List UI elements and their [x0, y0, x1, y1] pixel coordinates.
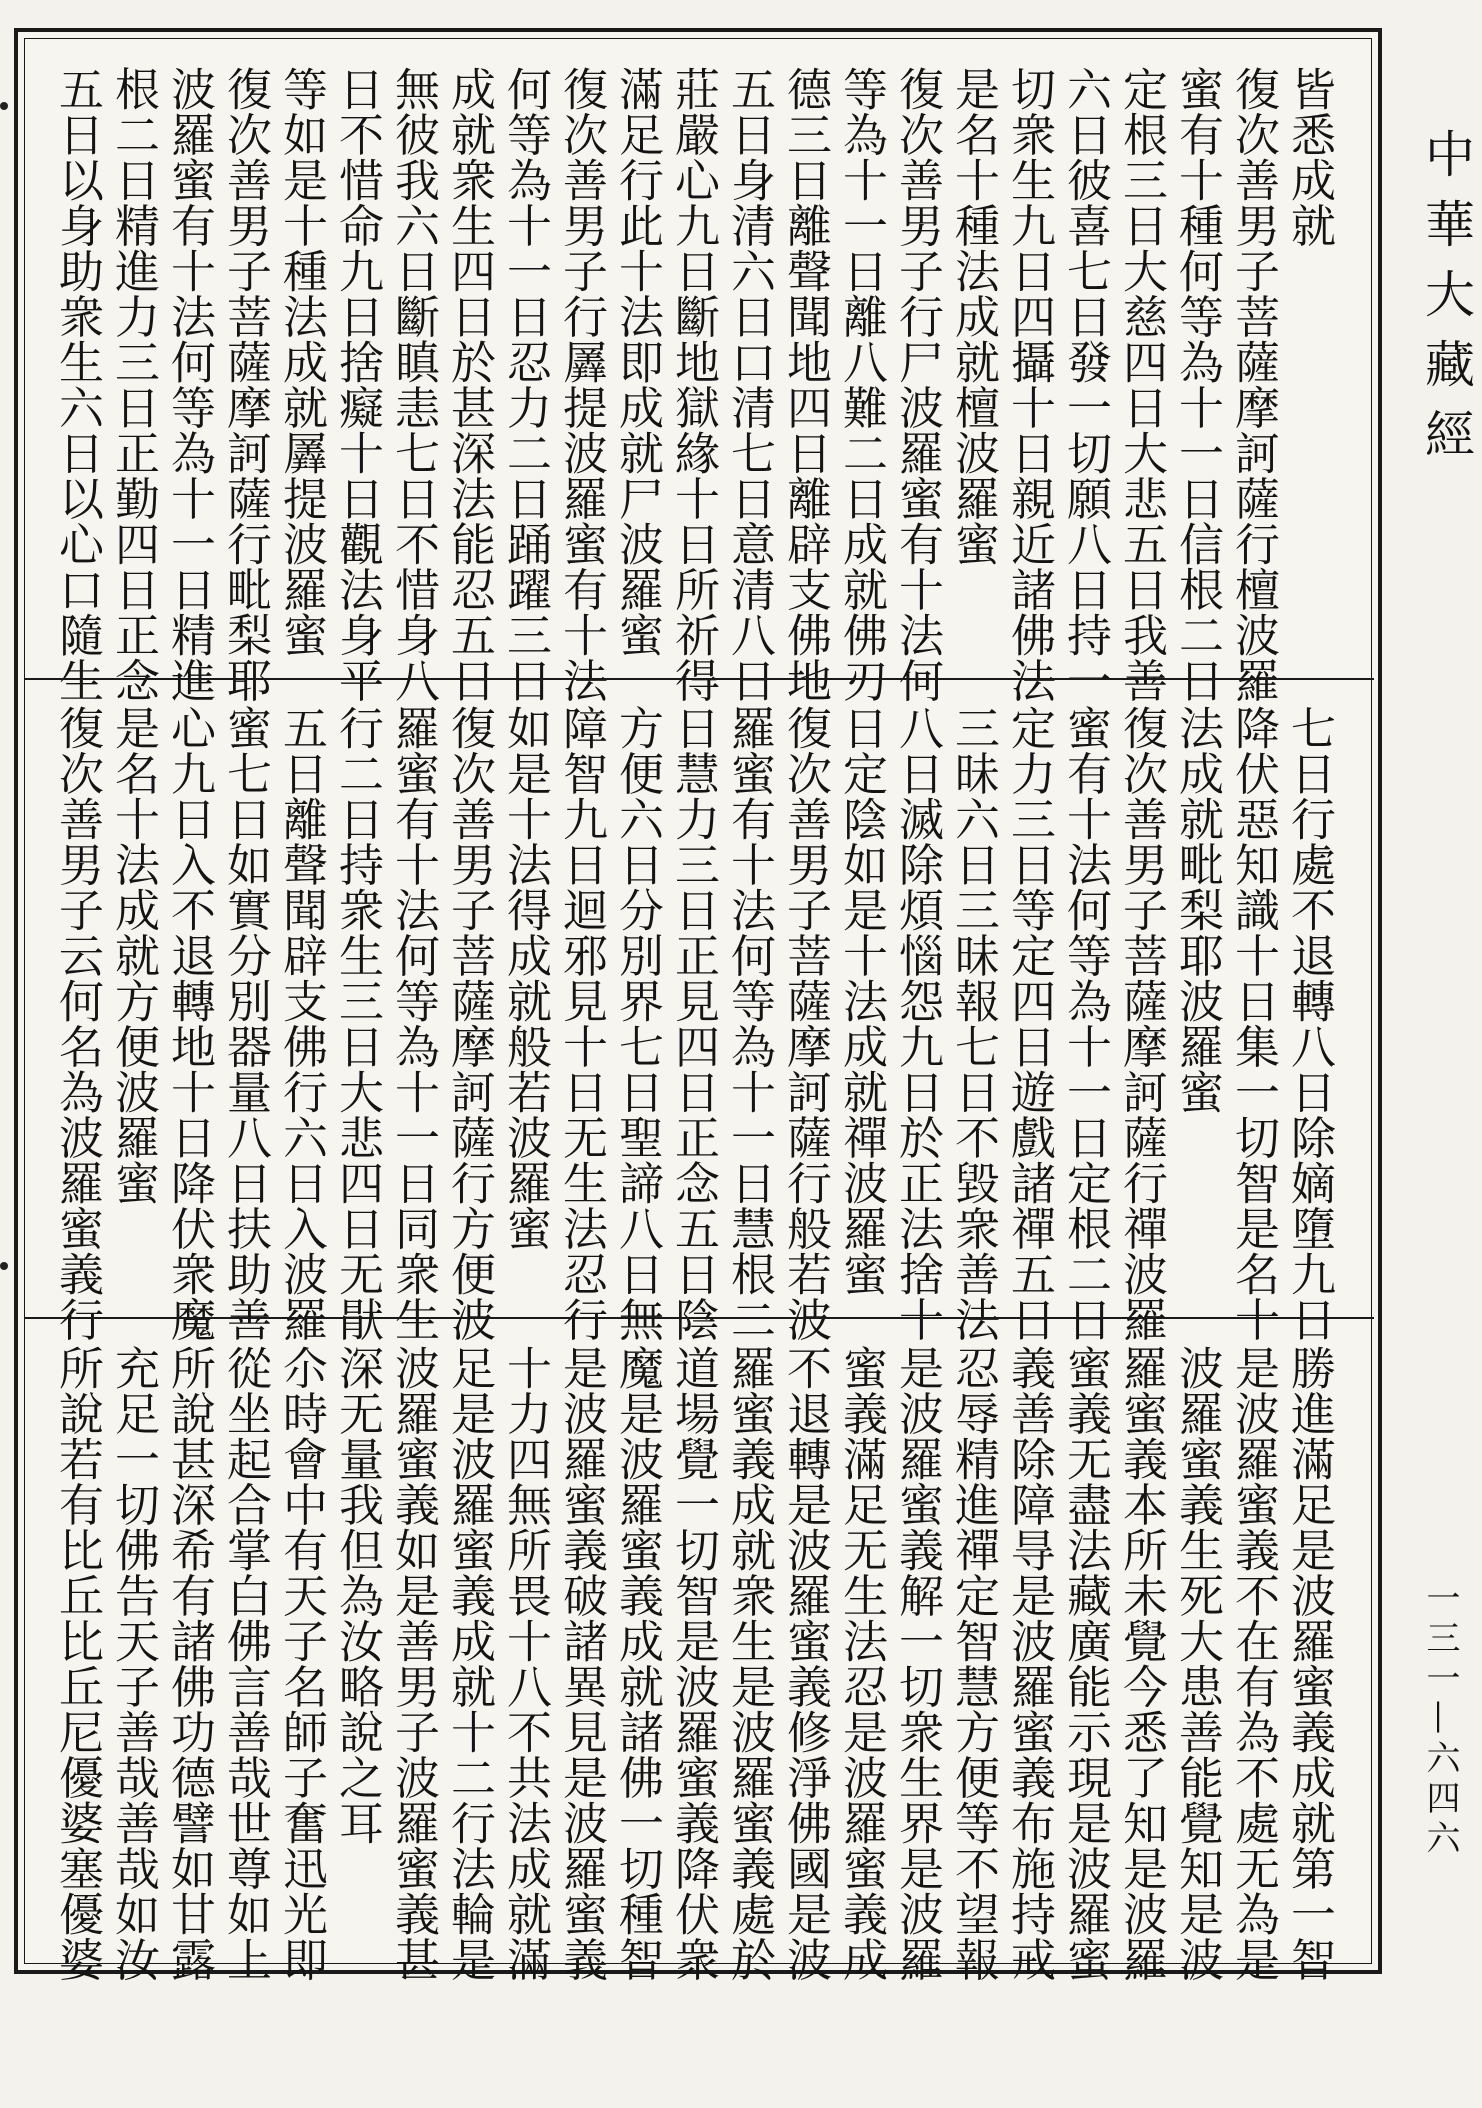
text-column: 三昧六日三昧報七日不毀衆善法: [947, 705, 1000, 1342]
text-column: 德三日離聲聞地四日離辟支佛地: [779, 66, 832, 703]
text-column: 勝進滿足是波羅蜜義成就第一智: [1283, 1345, 1336, 1982]
text-column: 波羅蜜義生死大患善能覺知是波: [1171, 1345, 1224, 1982]
text-column: 日慧力三日正見四日正念五日陰: [667, 705, 720, 1342]
text-column: 莊嚴心九日斷地獄緣十日所祈得: [667, 66, 720, 703]
text-column: 羅蜜義成就衆生是波羅蜜義處於: [723, 1345, 776, 1982]
text-column: 定力三日等定四日遊戲諸禪五日: [1003, 705, 1056, 1342]
text-column: 蜜有十種何等為十一日信根二日: [1171, 66, 1224, 703]
text-column: 羅蜜有十法何等為十一日慧根二: [723, 705, 776, 1342]
text-column: 復次善男子行尸波羅蜜有十法何: [891, 66, 944, 703]
text-column: 復次善男子菩薩摩訶薩行禪波羅: [1115, 705, 1168, 1342]
text-column: 皆悉成就: [1283, 66, 1336, 248]
text-column: 魔是波羅蜜義成就諸佛一切種智: [611, 1345, 664, 1982]
text-column: 復次善男子菩薩摩訶薩行毗梨耶: [219, 66, 272, 703]
binding-hole-mark: [0, 102, 8, 110]
text-column: 深无量我但為汝略說之耳: [331, 1345, 384, 1846]
text-register-top: [30, 44, 1374, 703]
text-column: 足是波羅蜜義成就十二行法輪是: [443, 1345, 496, 1982]
text-column: 成就衆生四日於甚深法能忍五日: [443, 66, 496, 703]
text-column: 是波羅蜜義不在有為不處无為是: [1227, 1345, 1280, 1982]
text-column: 復次善男子菩薩摩訶薩行檀波羅: [1227, 66, 1280, 703]
text-column: 忍辱精進禪定智慧方便等不望報: [947, 1345, 1000, 1982]
text-column: 定根三日大慈四日大悲五日我善: [1115, 66, 1168, 703]
text-column: 復次善男子行羼提波羅蜜有十法: [555, 66, 608, 703]
register-divider: [24, 1317, 1374, 1319]
text-column: 復次善男子菩薩摩訶薩行方便波: [443, 705, 496, 1342]
text-column: 何等為十一日忍力二日踊躍三日: [499, 66, 552, 703]
text-column: 所說若有比丘比丘尼優婆塞優婆: [51, 1345, 104, 1982]
text-column: 尒時會中有天子名師子奮迅光即: [275, 1345, 328, 1982]
text-column: 等為十一日離八難二日成就佛刃: [835, 66, 888, 703]
text-column: 是名十法成就方便波羅蜜: [107, 705, 160, 1206]
text-column: 復次善男子云何名為波羅蜜義行: [51, 705, 104, 1342]
collection-title: 中華大藏經: [1417, 128, 1475, 478]
text-column: 是波羅蜜義解一切衆生界是波羅: [891, 1345, 944, 1982]
text-register-bottom: [30, 1323, 1374, 1982]
text-column: 波羅蜜有十法何等為十一日精進: [163, 66, 216, 703]
text-column: 羅蜜義本所未覺今悉了知是波羅: [1115, 1345, 1168, 1982]
text-column: 蜜義无盡法藏廣能示現是波羅蜜: [1059, 1345, 1112, 1982]
binding-hole-mark: [0, 1262, 8, 1270]
text-column: 六日彼喜七日發一切願八日持一: [1059, 66, 1112, 703]
text-column: 方便六日分別界七日聖諦八日無: [611, 705, 664, 1342]
text-column: 五日以身助衆生六日以心口隨生: [51, 66, 104, 703]
text-column: 羅蜜有十法何等為十一日同衆生: [387, 705, 440, 1342]
text-column: 五日離聲聞辟支佛行六日入波羅: [275, 705, 328, 1342]
text-column: 七日行處不退轉八日除嫡墮九日: [1283, 705, 1336, 1342]
text-column: 無彼我六日斷瞋恚七日不惜身八: [387, 66, 440, 703]
text-column: 不退轉是波羅蜜義修淨佛國是波: [779, 1345, 832, 1982]
register-divider: [24, 678, 1374, 680]
text-column: 十力四無所畏十八不共法成就滿: [499, 1345, 552, 1982]
text-column: 行二日持衆生三日大悲四日无猒: [331, 705, 384, 1342]
register-columns: [51, 1345, 1336, 1982]
text-column: 義善除障㝵是波羅蜜義布施持戒: [1003, 1345, 1056, 1982]
text-column: 是名十種法成就檀波羅蜜: [947, 66, 1000, 567]
text-column: 根二日精進力三日正勤四日正念: [107, 66, 160, 703]
text-column: 從坐起合掌白佛言善哉世尊如上: [219, 1345, 272, 1982]
text-column: 滿足行此十法即成就尸波羅蜜: [611, 66, 664, 658]
text-column: 蜜七日如實分別器量八日扶助善: [219, 705, 272, 1342]
text-column: 心九日入不退轉地十日降伏衆魔: [163, 705, 216, 1342]
text-column: 蜜有十法何等為十一日定根二日: [1059, 705, 1112, 1342]
text-column: 日不惜命九日捨癡十日觀法身平: [331, 66, 384, 703]
text-column: 五日身清六日口清七日意清八日: [723, 66, 776, 703]
text-column: 所說甚深希有諸佛功德譬如甘露: [163, 1345, 216, 1982]
text-column: 蜜義滿足无生法忍是波羅蜜義成: [835, 1345, 888, 1982]
text-column: 波羅蜜義如是善男子波羅蜜義甚: [387, 1345, 440, 1982]
text-column: 降伏惡知識十日集一切智是名十: [1227, 705, 1280, 1342]
page-number: 一三一—六四六: [1420, 1580, 1460, 1860]
text-column: 日定陰如是十法成就禪波羅蜜: [835, 705, 888, 1297]
text-register-middle: [30, 683, 1374, 1342]
text-column: 法成就毗梨耶波羅蜜: [1171, 705, 1224, 1115]
text-column: 充足一切佛告天子善哉善哉如汝: [107, 1345, 160, 1982]
register-columns: [51, 705, 1336, 1342]
text-column: 切衆生九日四攝十日親近諸佛法: [1003, 66, 1056, 703]
register-columns: [51, 66, 1336, 703]
text-column: 道場覺一切智是波羅蜜義降伏衆: [667, 1345, 720, 1982]
text-column: 如是十法得成就般若波羅蜜: [499, 705, 552, 1251]
text-column: 復次善男子菩薩摩訶薩行般若波: [779, 705, 832, 1342]
text-column: 是波羅蜜義破諸異見是波羅蜜義: [555, 1345, 608, 1982]
text-column: 等如是十種法成就羼提波羅蜜: [275, 66, 328, 658]
text-column: 障智九日迴邪見十日无生法忍行: [555, 705, 608, 1342]
text-column: 八日滅除煩惱怨九日於正法捨十: [891, 705, 944, 1342]
